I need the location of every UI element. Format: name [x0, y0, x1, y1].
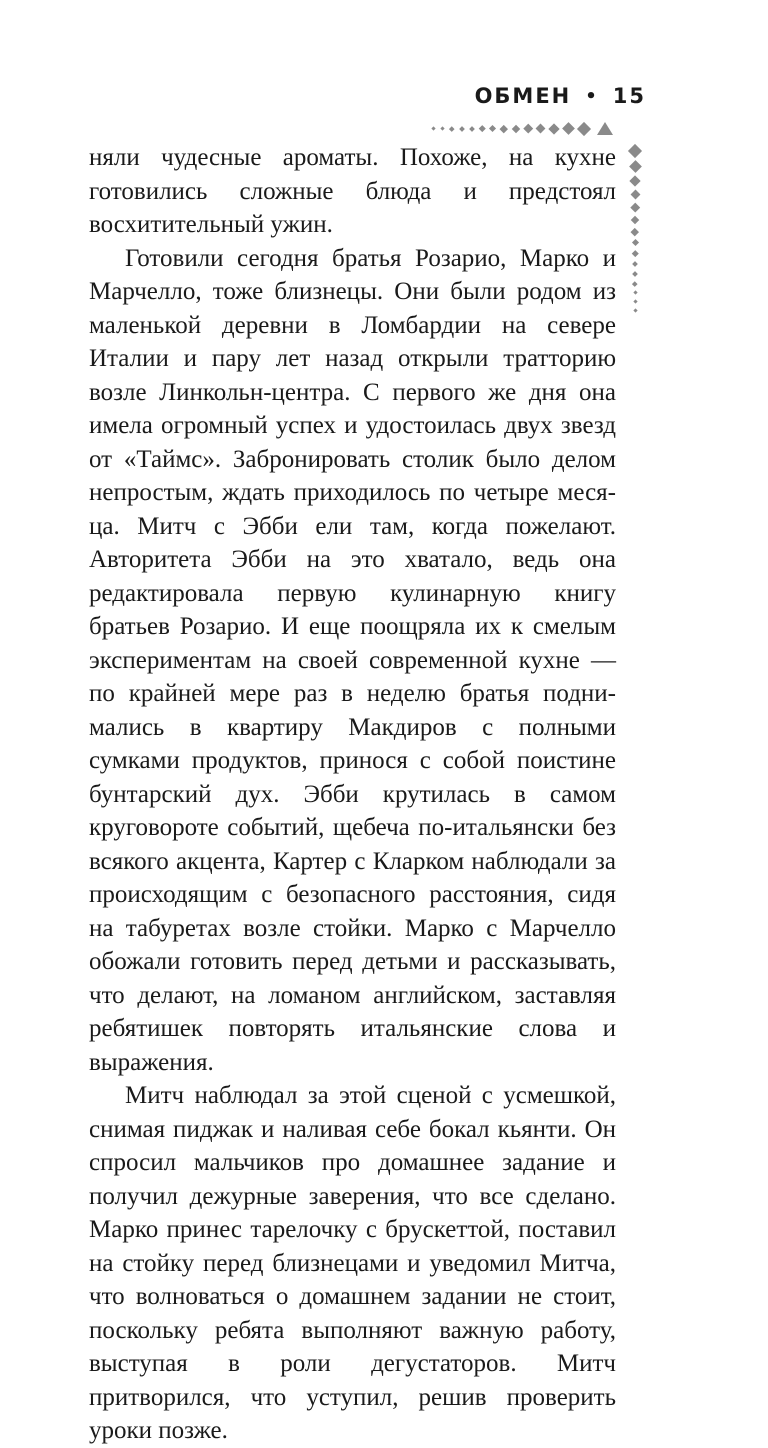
- triangle-icon: [597, 122, 613, 135]
- diamond-icon: [577, 121, 591, 135]
- diamond-icon: [629, 160, 642, 173]
- diamond-icon: [631, 215, 639, 223]
- diamond-icon: [629, 175, 640, 186]
- diamond-icon: [489, 125, 496, 132]
- diamond-icon: [562, 122, 575, 135]
- diamond-icon: [633, 299, 637, 303]
- diamond-icon: [479, 125, 485, 131]
- diamond-icon: [631, 239, 638, 246]
- header-separator: •: [585, 85, 599, 107]
- paragraph-2: Готовили сегодня братья Розарио, Марко и Марчелло, тоже близнецы. Они были родом из маленькой деревни в Ломбардии на севере Италии и пару лет назад открыли тратторию возле Линкольн-центра. С первого же дня она имела огромный успех и удостоилась двух звезд от «Таймс». Забронировать столик было делом непростым, ждать приходилось по четыре месяца. Митч с Эбби ели там, когда пожелают. Авторитета Эбби на это хватало, ведь она редактировала первую кулинарную книгу братьев Розарио. И еще поощряла их к смелым экспериментам на своей современной кухне — по крайней мере раз в неделю братья поднимались в квартиру Макдиров с полными сумками продуктов, принося с собой поистине бунтарский дух. Эбби крутилась в самом круговороте событий, щебеча по-итальянски без всякого акцента, Картер с Кларком наблюдали за происходящим с безопасного расстояния, сидя на табуретах возле стойки. Марко с Марчелло обожали готовить перед детьми и рассказывать, что делают, на ломаном английском, заставляя ребятишек повторять итальянские слова и выражения.: [89, 244, 616, 1076]
- diamond-icon: [431, 126, 435, 130]
- diamond-icon: [632, 250, 638, 256]
- diamond-icon: [632, 261, 638, 267]
- diamond-border-icon: [432, 122, 613, 135]
- paragraph-1: няли чудесные ароматы. Похоже, на кухне готовились сложные блюда и предстоял восхитительный ужин.: [89, 144, 616, 238]
- diamond-icon: [630, 190, 640, 200]
- diamond-icon: [459, 126, 465, 132]
- diamond-icon: [631, 227, 639, 235]
- diamond-icon: [511, 124, 519, 132]
- diamond-icon: [469, 126, 475, 132]
- body-text: [89, 141, 616, 1448]
- diamond-icon: [628, 144, 642, 158]
- diamond-icon: [630, 203, 639, 212]
- diamond-icon: [440, 126, 444, 130]
- diamond-icon: [449, 126, 454, 131]
- running-header: [475, 84, 646, 108]
- paragraph-3: Митч наблюдал за этой сценой с усмешкой, снимая пиджак и наливая себе бокал кьянти. Он спросил мальчиков про домашнее задание и получил дежурные заверения, что все сделано. Марко принес тарелочку с брускеттой, поставил на стойку перед близнецами и уведомил Митча, что волноваться о домашнем задании не стоит, поскольку ребята выполняют важную работу, выступая в роли дегустаторов. Митч притворился, что уступил, решив проверить уроки позже.: [89, 1082, 616, 1444]
- running-title: ОБМЕН: [474, 84, 572, 108]
- diamond-icon: [500, 125, 508, 133]
- diamond-icon: [633, 290, 637, 294]
- diamond-icon: [523, 124, 532, 133]
- diamond-icon: [536, 124, 546, 134]
- diamond-icon: [633, 281, 638, 286]
- diamond-border-vertical-icon: [630, 146, 640, 312]
- diamond-icon: [548, 123, 559, 134]
- diamond-icon: [633, 308, 637, 312]
- diamond-icon: [632, 271, 638, 277]
- page-number: 15: [612, 84, 646, 108]
